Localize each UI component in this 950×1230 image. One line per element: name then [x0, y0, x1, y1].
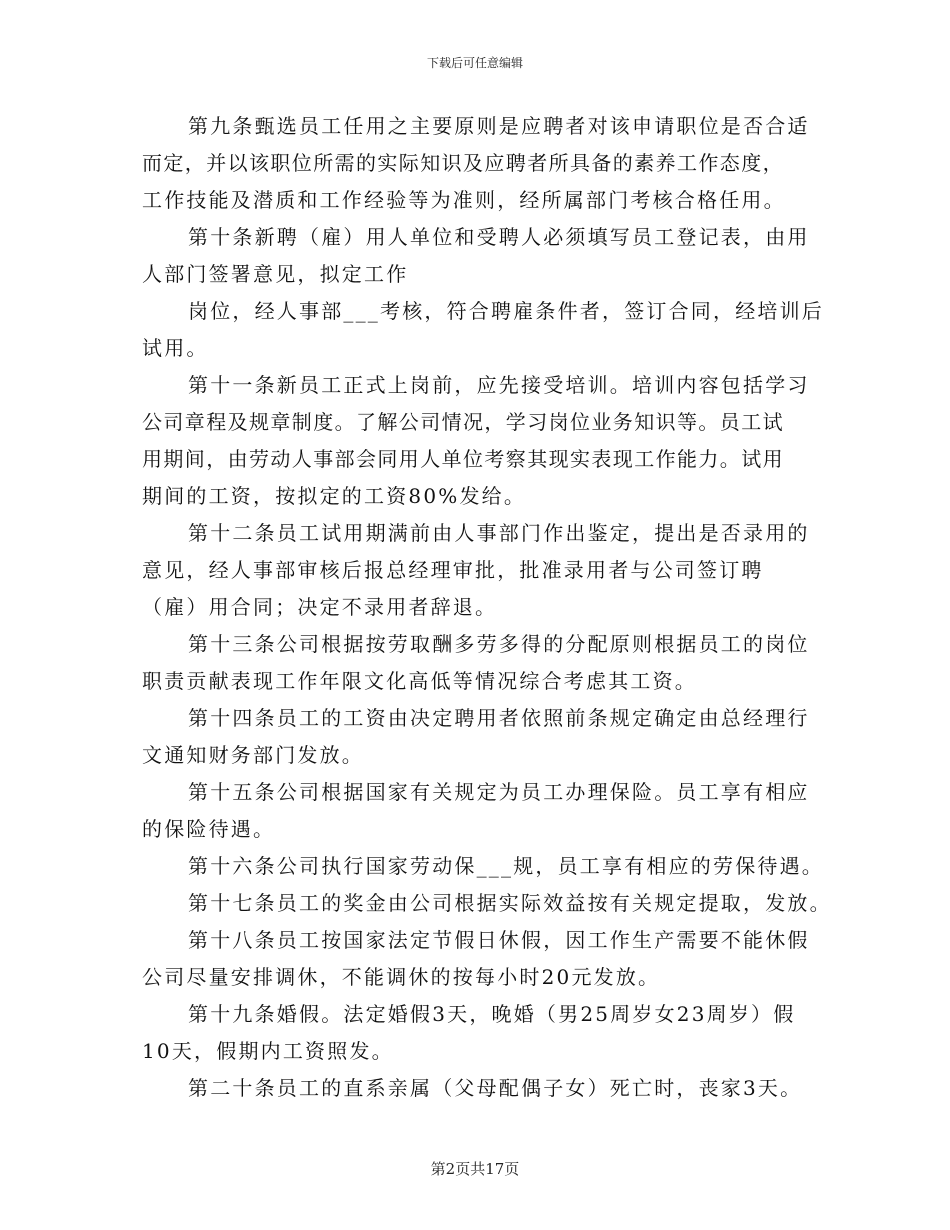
text-line: 试用。 [142, 336, 209, 360]
text-line: 岗位，经人事部___考核，符合聘雇条件者，签订合同，经培训后 [188, 299, 824, 323]
text-line: 工作技能及潜质和工作经验等为准则，经所属部门考核合格任用。 [142, 188, 786, 212]
text-line: 而定，并以该职位所需的实际知识及应聘者所具备的素养工作态度， [142, 151, 784, 175]
text-line: 第十一条新员工正式上岗前，应先接受培训。培训内容包括学习 [188, 373, 810, 397]
page-number: 第2页共17页 [430, 1160, 520, 1178]
text-line: 第十六条公司执行国家劳动保___规，员工享有相应的劳保待遇。 [188, 854, 824, 878]
text-line: 第十二条员工试用期满前由人事部门作出鉴定，提出是否录用的 [188, 521, 810, 545]
text-line: 期间的工资，按拟定的工资80%发给。 [142, 484, 527, 508]
text-line: 文通知财务部门发放。 [142, 743, 364, 767]
text-line: 第十三条公司根据按劳取酬多劳多得的分配原则根据员工的岗位 [188, 632, 810, 656]
text-line: 第十八条员工按国家法定节假日休假，因工作生产需要不能休假 [188, 928, 810, 952]
text-line: 公司章程及规章制度。了解公司情况，学习岗位业务知识等。员工试 [142, 410, 784, 434]
text-line: 第九条甄选员工任用之主要原则是应聘者对该申请职位是否合适 [188, 114, 810, 138]
text-line: 10天，假期内工资照发。 [142, 1039, 394, 1063]
text-line: 第二十条员工的直系亲属（父母配偶子女）死亡时，丧家3天。 [188, 1076, 803, 1100]
text-line: 第十条新聘（雇）用人单位和受聘人必须填写员工登记表，由用 [188, 225, 810, 249]
text-line: 第十七条员工的奖金由公司根据实际效益按有关规定提取，发放。 [188, 891, 832, 915]
text-line: 职责贡献表现工作年限文化高低等情况综合考虑其工资。 [142, 669, 697, 693]
text-line: 第十四条员工的工资由决定聘用者依照前条规定确定由总经理行 [188, 706, 810, 730]
text-line: 第十九条婚假。法定婚假3天，晚婚（男25周岁女23周岁）假 [188, 1002, 796, 1026]
text-line: 用期间，由劳动人事部会同用人单位考察其现实表现工作能力。试用 [142, 447, 784, 471]
document-body [142, 108, 832, 1107]
text-line: 的保险待遇。 [142, 817, 276, 841]
text-line: 人部门签署意见，拟定工作 [142, 262, 409, 286]
text-line: （雇）用合同；决定不录用者辞退。 [142, 595, 498, 619]
text-line: 意见，经人事部审核后报总经理审批，批准录用者与公司签订聘 [142, 558, 764, 582]
text-line: 公司尽量安排调休，不能调休的按每小时20元发放。 [142, 965, 661, 989]
page-header-note: 下载后可任意编辑 [426, 56, 523, 70]
text-line: 第十五条公司根据国家有关规定为员工办理保险。员工享有相应 [188, 780, 810, 804]
